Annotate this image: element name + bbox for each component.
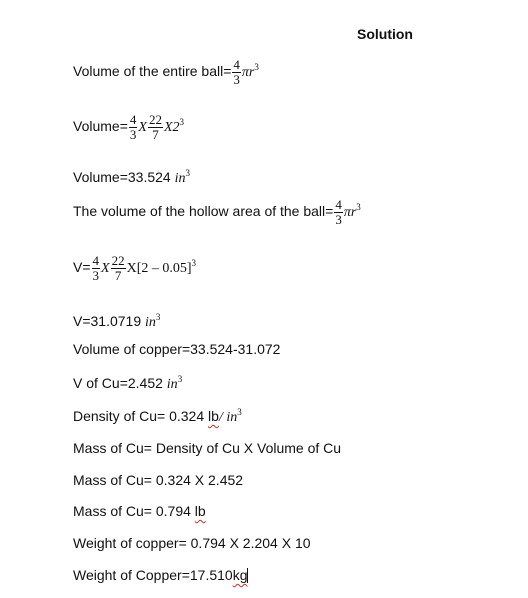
weight-expression: Weight of copper= 0.794 X 2.204 X 10 [73,535,311,551]
unit: in [145,315,156,330]
multiply-x: X [138,120,147,136]
result-text: V of Cu=2.452 [73,375,167,391]
result-text: V=31.0719 [73,313,146,329]
weight-result [73,567,248,583]
result-text: Mass of Cu= 0.794 [73,503,195,519]
copper-volume-expression: Volume of copper=33.524-31.072 [73,341,281,357]
unit: in [166,377,178,392]
volume-result: Volume=33.524 $in^3$ [73,168,190,186]
result-text: Volume=33.524 [73,169,175,185]
result-text: Weight of Copper=17.510 [73,567,233,583]
fraction: $\frac{4}{3}$ [129,112,137,142]
pi-r: πr [343,205,357,221]
formula-label: V= [73,259,91,276]
solution-heading: Solution [357,26,413,42]
text-cursor [247,568,248,583]
multiply-term: X2 [163,120,180,136]
multiply-term: X[2 – 0.05] [126,261,192,277]
fraction: $\frac{22}{7}$ [148,112,162,142]
mass-formula: Mass of Cu= Density of Cu X Volume of Cu [73,440,342,456]
mass-result [73,503,206,519]
formula-label: Volume of the entire ball= [73,63,232,80]
slash: / [218,410,227,425]
density-text: Density of Cu= 0.324 [73,408,209,424]
copper-volume-result: V of Cu=2.452 $in^3$ [73,374,183,392]
fraction: $\frac{4}{3}$ [335,197,342,227]
formula-label: The volume of the hollow area of the ball= [73,203,334,220]
unit: in [226,410,238,425]
volume-substitution: Volume= $\frac{4}{3}$ X $\frac{22}{7}$ $X2^3$ [73,112,184,142]
spellcheck-word: lb [194,503,206,519]
spellcheck-word: kg [232,567,248,583]
mass-substitution: Mass of Cu= 0.324 X 2.452 [73,472,244,488]
fraction: $\frac{22}{7}$ [111,253,125,283]
entire-ball-volume-formula: Volume of the entire ball= $\frac{4}{3}$ $\pi r^3$ [73,57,259,87]
hollow-volume-formula: The volume of the hollow area of the ball= $\frac{4}{3}$ $\pi r^3$ [73,197,361,227]
fraction: $\frac{4}{3}$ [92,253,100,283]
pi-r: πr [241,65,255,81]
unit: in [174,171,186,186]
formula-label: Volume= [73,118,128,135]
spellcheck-word: lb [208,408,219,424]
hollow-volume-result: V=31.0719 $in^3$ [73,312,161,330]
multiply-x: X [101,261,110,277]
hollow-volume-substitution: V= $\frac{4}{3}$ X $\frac{22}{7}$ X[2 – 0.05]$^3$ [73,253,197,283]
copper-density: Density of Cu= 0.324 lb/ $in^3$ [73,407,242,425]
fraction: $\frac{4}{3}$ [233,57,240,87]
